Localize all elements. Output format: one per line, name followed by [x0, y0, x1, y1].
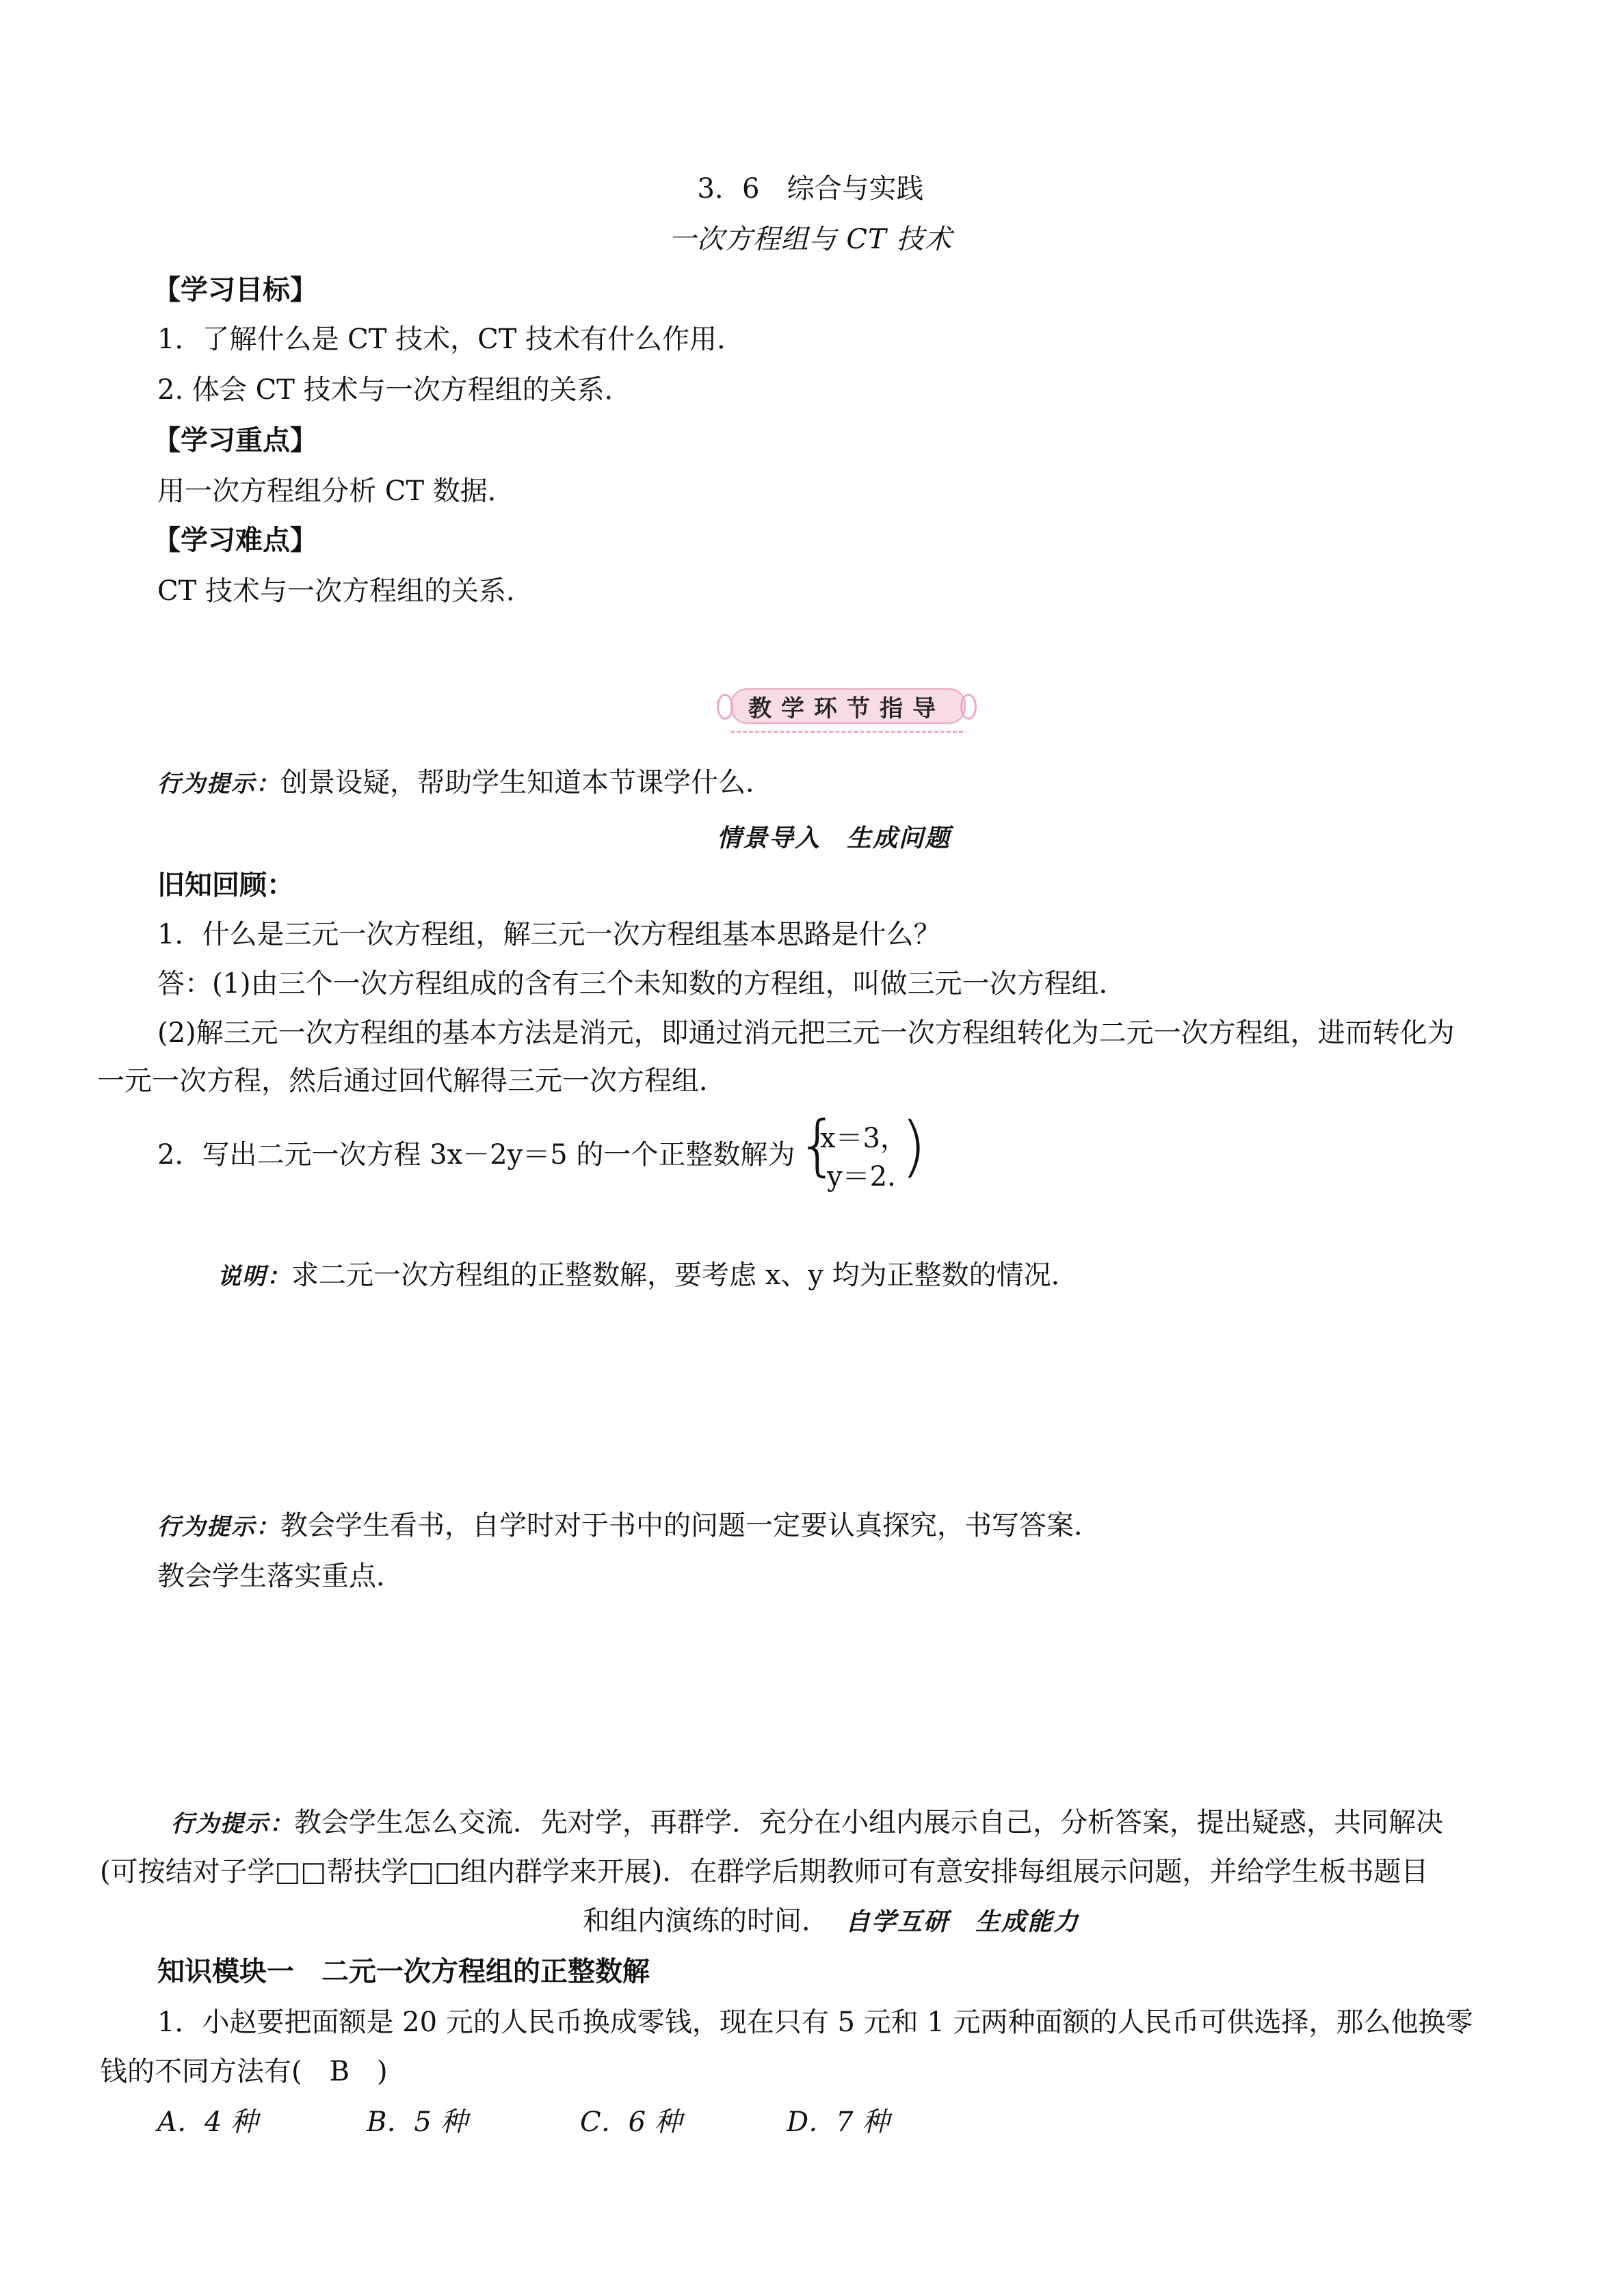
goal-item-1: 1．了解什么是 CT 技术，CT 技术有什么作用．	[157, 324, 745, 355]
review-heading: 旧知回顾：	[157, 870, 294, 901]
tip-1-label: 行为提示：	[157, 770, 280, 798]
tip-1	[157, 766, 773, 799]
page-subtitle: 一次方程组与 CT 技术	[668, 224, 953, 255]
option-d: D．7 种	[787, 2106, 890, 2138]
banner-dashed-line	[730, 731, 963, 733]
note	[218, 1259, 1079, 1292]
note-label: 说明：	[218, 1263, 291, 1290]
tip-3-line3: 和组内演练的时间．	[583, 1905, 829, 1937]
review-a2-line1: (2)解三元一次方程组的基本方法是消元，即通过消元把三元一次方程组转化为二元一次方程组，进而转化为	[157, 1017, 1455, 1049]
module-1-q-line2: 钱的不同方法有( B )	[100, 2056, 388, 2087]
review-a2-line2: 一元一次方程，然后通过回代解得三元一次方程组．	[97, 1065, 726, 1097]
system-line-1: x＝3，	[820, 1123, 908, 1154]
difficulties-text: CT 技术与一次方程组的关系．	[157, 575, 533, 607]
tip-3-text: 教会学生怎么交流．先对学，再群学．充分在小组内展示自己，分析答案，提出疑惑，共同解决	[294, 1807, 1443, 1838]
system-line-2: y＝2.	[827, 1161, 896, 1192]
tip-3-line2: (可按结对子学□□帮扶学□□组内群学来开展)．在群学后期教师可有意安排每组展示问题，并给学生板书题目	[100, 1856, 1429, 1888]
module-1-q-line1: 1．小赵要把面额是 20 元的人民币换成零钱，现在只有 5 元和 1 元两种面额的人民币可供选择，那么他换零	[157, 2007, 1473, 2038]
option-a: A．4 种	[157, 2106, 259, 2138]
section-title: 3．6 综合与实践	[697, 173, 924, 205]
review-q1: 1．什么是三元一次方程组，解三元一次方程组基本思路是什么？	[157, 919, 941, 950]
difficulties-heading: 【学习难点】	[153, 525, 317, 556]
tip-2	[157, 1509, 1101, 1542]
tip-3-line1	[171, 1806, 1443, 1839]
key-points-text: 用一次方程组分析 CT 数据．	[157, 475, 515, 507]
left-brace-icon: {	[797, 1107, 839, 1184]
tip-3-label: 行为提示：	[171, 1810, 294, 1838]
review-q2: 2．写出二元一次方程 3x－2y＝5 的一个正整数解为	[157, 1139, 795, 1171]
key-points-heading: 【学习重点】	[153, 425, 317, 456]
banner-label: 教学环节指导	[748, 695, 945, 722]
goals-heading: 【学习目标】	[153, 274, 317, 306]
option-b: B．5 种	[367, 2106, 468, 2138]
tip-3-line3-row	[583, 1905, 1079, 1938]
goal-item-2: 2. 体会 CT 技术与一次方程组的关系．	[157, 374, 632, 406]
tip-1-text: 创景设疑，帮助学生知道本节课学什么．	[280, 767, 773, 798]
tip-2-label: 行为提示：	[157, 1513, 280, 1541]
equation-system	[797, 1107, 927, 1199]
right-paren-icon: )	[901, 1108, 927, 1185]
teaching-guide-banner	[717, 684, 977, 733]
review-a1: 答：(1)由三个一次方程组成的含有三个未知数的方程组，叫做三元一次方程组．	[157, 968, 1126, 1000]
note-text: 求二元一次方程组的正整数解，要考虑 x、y 均为正整数的情况．	[291, 1260, 1079, 1291]
self-study-heading: 自学互研 生成能力	[845, 1907, 1080, 1936]
module-1-heading: 知识模块一 二元一次方程组的正整数解	[157, 1956, 650, 1987]
tip-2-text: 教会学生看书，自学时对于书中的问题一定要认真探究，书写答案．	[280, 1510, 1101, 1541]
tip-2-line2: 教会学生落实重点．	[157, 1561, 404, 1592]
situation-heading: 情景导入 生成问题	[717, 824, 951, 852]
option-c: C．6 种	[580, 2106, 682, 2138]
